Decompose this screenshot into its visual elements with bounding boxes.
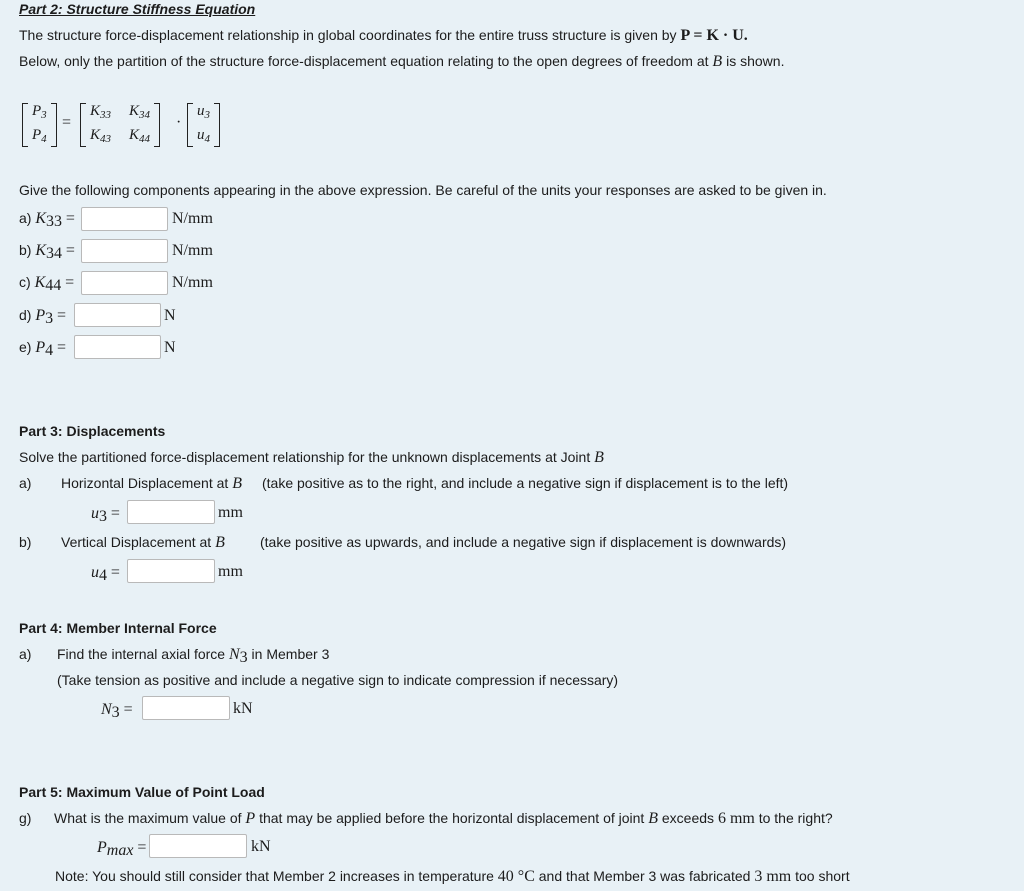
equals-sign: = (62, 114, 72, 131)
part2-instruction: Give the following components appearing in the above expression. Be careful of the units your responses are asked to be given in. (19, 182, 827, 198)
part3-a-note: (take positive as to the right, and include a negative sign if displacement is to the left) (262, 475, 789, 491)
k33-input[interactable] (81, 207, 168, 231)
k34-unit: N/mm (172, 242, 213, 259)
part5-question: What is the maximum value of P that may be applied before the horizontal displacement of joint B exceeds 6 mm to the right? (54, 810, 833, 827)
part4-a-label: a) (19, 646, 32, 662)
k44-unit: N/mm (172, 274, 213, 291)
p4-entry: $P_4$ (32, 127, 47, 145)
n3-label: $N_3$ = (101, 701, 133, 721)
part4-question: Find the internal axial force $N_3$ in Member 3 (57, 646, 330, 666)
question-d: d) $P_3$ = (19, 307, 67, 327)
k43-entry: $K_{43}$ (90, 127, 112, 145)
p3-input[interactable] (74, 303, 161, 327)
part3-b-note: (take positive as upwards, and include a negative sign if displacement is downwards) (260, 534, 787, 550)
u4-entry: $u_4$ (197, 127, 210, 145)
k-matrix (80, 103, 160, 147)
p3-unit: N (164, 307, 176, 324)
u3-input[interactable] (127, 500, 215, 524)
p3-entry: $P_3$ (32, 103, 47, 121)
part2-intro-line2: Below, only the partition of the structure force-displacement equation relating to the open degrees of freedom at B is shown. (19, 53, 785, 70)
part3-heading: Part 3: Displacements (19, 423, 166, 439)
part3-a-text: Horizontal Displacement at B (61, 475, 242, 492)
pmax-input[interactable] (149, 834, 247, 858)
u3-entry: $u_3$ (197, 103, 210, 121)
part3-b-label: b) (19, 534, 32, 550)
u4-unit: mm (218, 563, 243, 580)
part5-heading: Part 5: Maximum Value of Point Load (19, 784, 265, 800)
part4-heading: Part 4: Member Internal Force (19, 620, 217, 636)
dot-operator: · (176, 114, 182, 131)
question-c: c) $K_{44}$ = (19, 274, 75, 294)
pmax-unit: kN (251, 838, 271, 855)
part3-instruction: Solve the partitioned force-displacement relationship for the unknown displacements at Joint B (19, 449, 604, 466)
u-vector (187, 103, 220, 147)
question-a: a) $K_{33}$ = (19, 210, 75, 230)
equation: P = K · U. (680, 27, 748, 44)
u3-unit: mm (218, 504, 243, 521)
part5-g-label: g) (19, 810, 32, 826)
p-vector (22, 103, 57, 147)
question-b: b) $K_{34}$ = (19, 242, 75, 262)
n3-unit: kN (233, 700, 253, 717)
n3-input[interactable] (142, 696, 230, 720)
part2-heading: Part 2: Structure Stiffness Equation (19, 1, 256, 17)
p4-unit: N (164, 339, 176, 356)
part2-intro-line1: The structure force-displacement relationship in global coordinates for the entire truss structure is given by P = K · U. (19, 27, 748, 44)
u4-input[interactable] (127, 559, 215, 583)
u3-label: $u_3$ = (91, 505, 120, 525)
k44-entry: $K_{44}$ (129, 127, 151, 145)
p4-input[interactable] (74, 335, 161, 359)
u4-label: $u_4$ = (91, 564, 120, 584)
pmax-label: $P_{max}$ = (97, 839, 147, 859)
k44-input[interactable] (81, 271, 168, 295)
question-e: e) $P_4$ = (19, 339, 67, 359)
part3-a-label: a) (19, 475, 32, 491)
k33-entry: $K_{33}$ (90, 103, 112, 121)
part4-note: (Take tension as positive and include a negative sign to indicate compression if necessary) (57, 672, 619, 688)
k34-input[interactable] (81, 239, 168, 263)
part3-b-text: Vertical Displacement at B (61, 534, 225, 551)
k34-entry: $K_{34}$ (129, 103, 151, 121)
k33-unit: N/mm (172, 210, 213, 227)
part5-note: Note: You should still consider that Member 2 increases in temperature 40 °C and that Member 3 was fabricated 3 mm too short (55, 868, 850, 885)
